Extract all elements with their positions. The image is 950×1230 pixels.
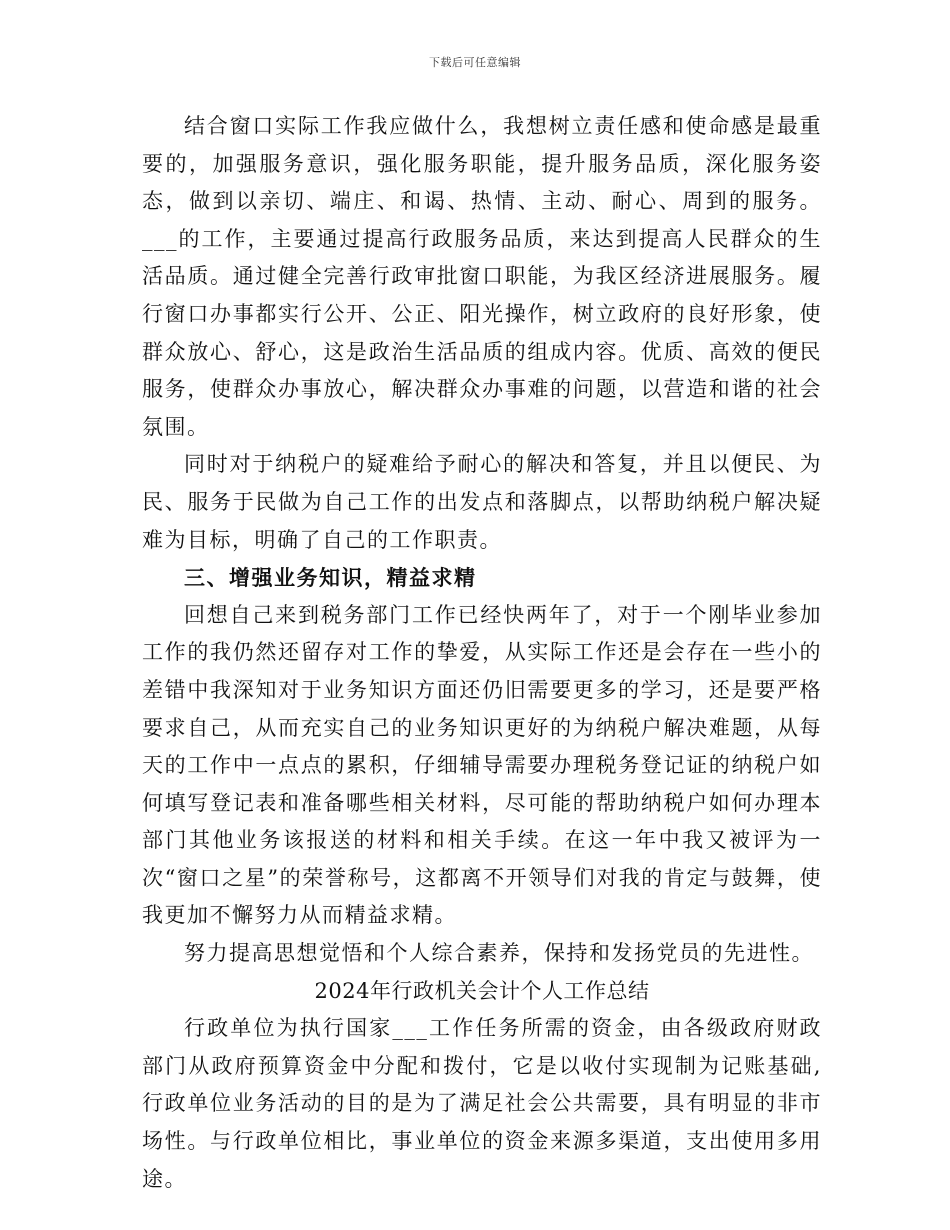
paragraph-business-knowledge: 回想自己来到税务部门工作已经快两年了，对于一个刚毕业参加工作的我仍然还留存对工作的挚爱，从实际工作还是会存在一些小的差错中我深知对于业务知识方面还仍旧需要更多的学习，还是要严格要求自己，从而充实自己的业务知识更好的为纳税户解决难题，从每天的工作中一点点的累积，仔细辅导需要办理税务登记证的纳税户如何填写登记表和准备哪些相关材料，尽可能的帮助纳税户如何办理本部门其他业务该报送的材料和相关手续。在这一年中我又被评为一次“窗口之星”的荣誉称号，这都离不开领导们对我的肯定与鼓舞，使我更加不懈努力从而精益求精。 <box>142 602 822 928</box>
paragraph-taxpayer-support: 同时对于纳税户的疑难给予耐心的解决和答复，并且以便民、为民、服务于民做为自己工作的出发点和落脚点，以帮助纳税户解决疑难为目标，明确了自己的工作职责。 <box>142 452 822 552</box>
section-heading-3: 三、增强业务知识，精益求精 <box>184 565 477 591</box>
document-body <box>142 108 822 1198</box>
download-note: 下载后可任意编辑 <box>429 56 521 69</box>
document-title: 2024年行政机关会计个人工作总结 <box>314 978 650 1003</box>
paragraph-party-member: 努力提高思想觉悟和个人综合素养，保持和发扬党员的先进性。 <box>184 941 814 966</box>
paragraph-admin-units: 行政单位为执行国家___工作任务所需的资金，由各级政府财政部门从政府预算资金中分配和拨付，它是以收付实现制为记账基础,行政单位业务活动的目的是为了满足社会公共需要，具有明显的非市场性。与行政单位相比，事业单位的资金来源多渠道，支出使用多用途。 <box>142 1016 822 1191</box>
paragraph-window-service: 结合窗口实际工作我应做什么，我想树立责任感和使命感是最重要的，加强服务意识，强化服务职能，提升服务品质，深化服务姿态，做到以亲切、端庄、和谒、热情、主动、耐心、周到的服务。___的工作，主要通过提高行政服务品质，来达到提高人民群众的生活品质。通过健全完善行政审批窗口职能，为我区经济进展服务。履行窗口办事都实行公开、公正、阳光操作，树立政府的良好形象，使群众放心、舒心，这是政治生活品质的组成内容。优质、高效的便民服务，使群众办事放心，解决群众办事难的问题，以营造和谐的社会氛围。 <box>142 114 822 439</box>
